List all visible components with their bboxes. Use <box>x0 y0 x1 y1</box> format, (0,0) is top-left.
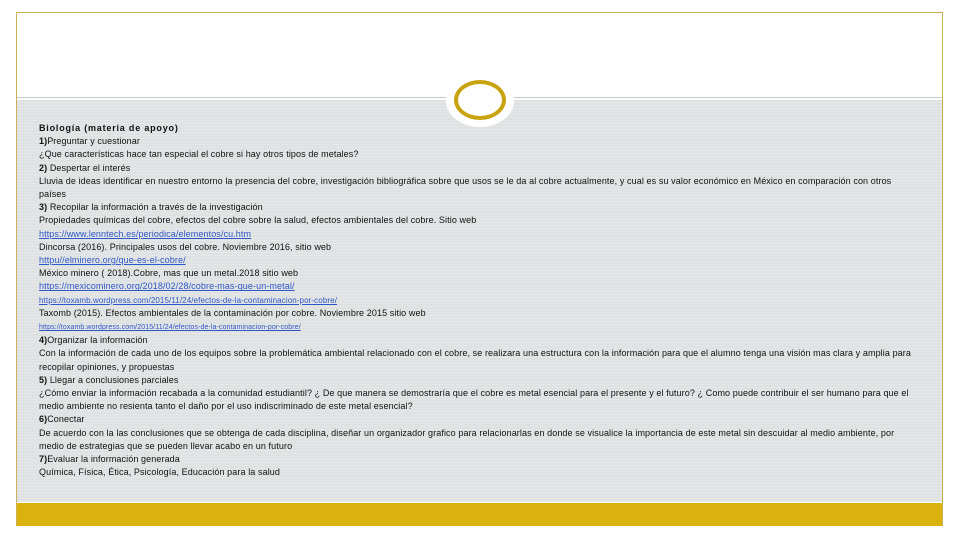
step-6-text: De acuerdo con la las conclusiones que se obtenga de cada disciplina, diseñar un organizador grafico para relacionarlas en donde se visualice la importancia de este metal sin descuidar al medio ambiente, por medio de estrategias que se pueden llevar acabo en un futuro <box>39 427 895 451</box>
step-4-text: Con la información de cada uno de los equipos sobre la problemática ambiental relacionado con el cobre, se realizara una estructura con la información para que el alumno tenga una visión mas clara y amplia para recopilar opiniones, y propuestas <box>39 348 911 372</box>
step-6-heading: 6)Conectar <box>39 414 85 425</box>
step-3-intro: Propiedades químicas del cobre, efectos del cobre sobre la salud, efectos ambientales del cobre. Sitio web <box>39 215 477 226</box>
reference-taxomb: Taxomb (2015). Efectos ambientales de la contaminación por cobre. Noviembre 2015 sitio web <box>39 307 426 318</box>
reference-mexico-minero: México minero ( 2018).Cobre, mas que un metal.2018 sitio web <box>39 268 299 279</box>
step-4-heading: 4)Organizar la información <box>39 335 148 346</box>
elminero-link[interactable]: httpu//elminero.org/que-es-el-cobre/ <box>39 255 186 266</box>
step-5-heading: 5) Llegar a conclusiones parciales <box>39 374 179 385</box>
step-2-heading: 2) Despertar el interés <box>39 162 131 173</box>
toxamb-link[interactable]: https://toxamb.wordpress.com/2015/11/24/efectos-de-la-contaminacion-por-cobre/ <box>39 295 338 305</box>
reference-dincorsa: Dincorsa (2016). Principales usos del cobre. Noviembre 2016, sitio web <box>39 241 332 252</box>
step-7-text: Química, Física, Ética, Psicología, Educación para la salud <box>39 467 281 478</box>
ring-ornament-icon <box>454 80 506 120</box>
step-7-heading: 7)Evaluar la información generada <box>39 454 180 465</box>
step-3-heading: 3) Recopilar la información a través de la investigación <box>39 202 263 213</box>
step-1-question: ¿Que características hace tan especial el cobre si hay otros tipos de metales? <box>39 149 359 160</box>
step-2-text: Lluvia de ideas identificar en nuestro entorno la presencia del cobre, investigación bibliográfica sobre que usos se le da al cobre actualmente, y cual es su valor económico en México en comparación con otros países <box>39 175 892 200</box>
toxamb-link-secondary[interactable]: https://toxamb.wordpress.com/2015/11/24/efectos-de-la-contaminacion-por-cobre/ <box>39 324 301 332</box>
mexicominero-link[interactable]: https://mexicominero.org/2018/02/28/cobre-mas-que-un-metal/ <box>39 281 295 292</box>
slide-body <box>39 122 919 479</box>
bottom-accent-bar <box>17 503 942 526</box>
step-1-heading: 1)Preguntar y cuestionar <box>39 136 140 147</box>
step-5-text: ¿Cómo enviar la información recabada a la comunidad estudiantil? ¿ De que manera se demostraría que el cobre es metal esencial para el presente y el futuro? ¿ Como puede contribuir el ser humano para que el medio ambiente no resienta tanto el daño por el uso indiscriminado de este metal esencial? <box>39 388 909 412</box>
lenntech-link[interactable]: https://www.lenntech.es/periodica/elementos/cu.htm <box>39 228 252 239</box>
slide-title: Biología (materia de apoyo) <box>39 123 179 133</box>
